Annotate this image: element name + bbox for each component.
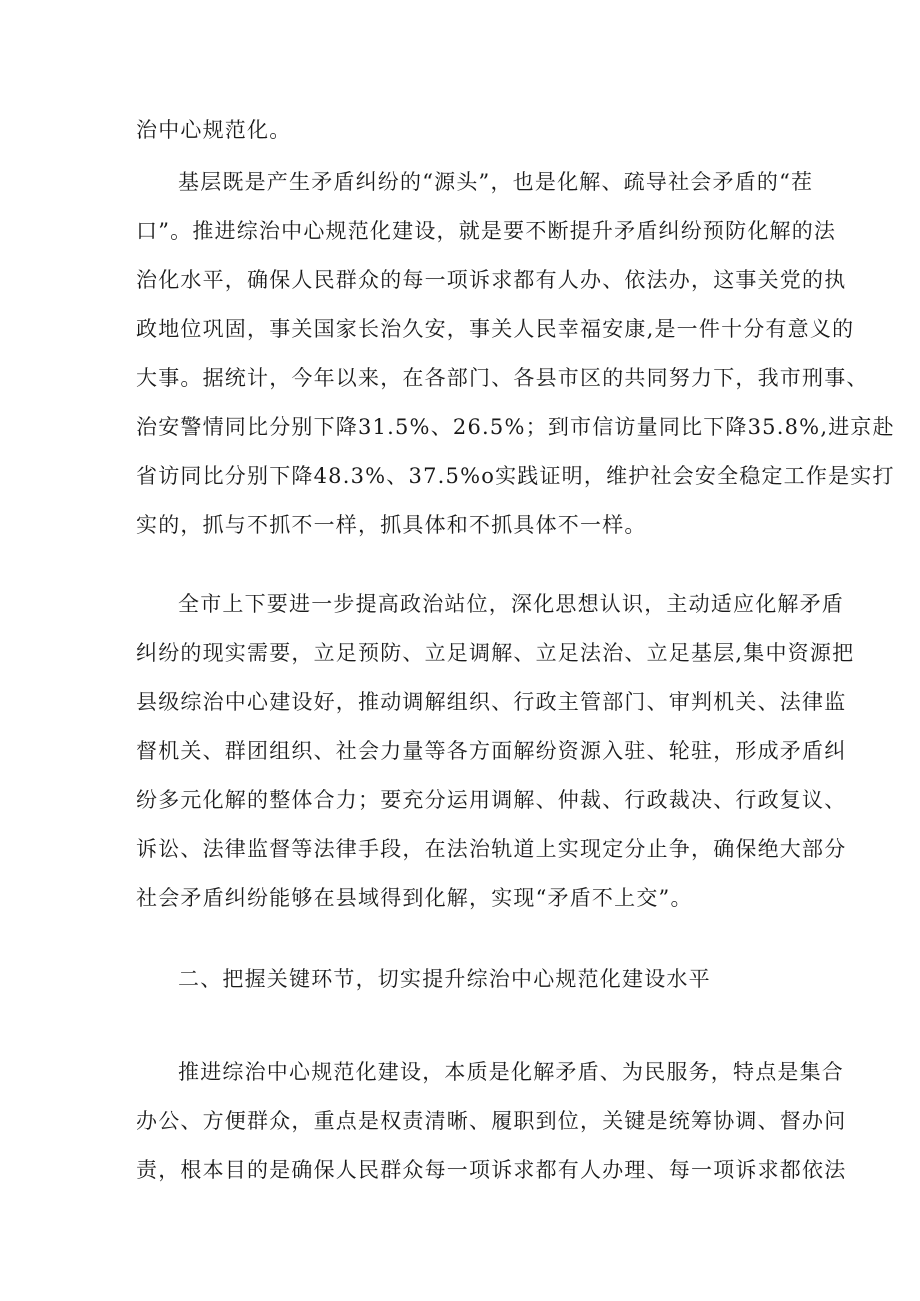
paragraph-line: 县级综治中心建设好，推动调解组织、行政主管部门、审判机关、法律监: [136, 690, 847, 714]
paragraph-line: 社会矛盾纠纷能够在县域得到化解，实现“矛盾不上交”。: [136, 886, 693, 910]
paragraph-line: 省访同比分别下降48.3%、37.5%o实践证明，维护社会安全稳定工作是实打: [136, 464, 895, 488]
paragraph-line: 治安警情同比分别下降31.5%、26.5%；到市信访量同比下降35.8%,进京赴: [136, 415, 895, 439]
paragraph-line: 纠纷的现实需要，立足预防、立足调解、立足法治、立足基层,集中资源把: [136, 641, 855, 665]
section-heading: [136, 955, 796, 1004]
paragraph-continuation: [136, 106, 796, 155]
paragraph-line: 诉讼、法律监督等法律手段，在法治轨道上实现定分止争，确保绝大部分: [136, 837, 847, 861]
paragraph-line: 督机关、群团组织、社会力量等各方面解纷资源入驻、轮驻，形成矛盾纠: [136, 739, 847, 763]
paragraph-grassroots: [136, 158, 895, 550]
paragraph-line: 政地位巩固，事关国家长治久安，事关人民幸福安康,是一件十分有意义的: [136, 317, 855, 341]
paragraph-city-wide: [136, 580, 855, 923]
paragraph-line: 口”。推进综治中心规范化建设，就是要不断提升矛盾纠纷预防化解的法: [136, 219, 837, 243]
paragraph-line: 实的，抓与不抓不一样，抓具体和不抓具体不一样。: [136, 513, 647, 537]
paragraph-line: 纷多元化解的整体合力；要充分运用调解、仲裁、行政裁决、行政复议、: [136, 788, 847, 812]
paragraph-line: 治化水平，确保人民群众的每一项诉求都有人办、依法办，这事关党的执: [136, 268, 847, 292]
paragraph-essence: [136, 1048, 847, 1195]
paragraph-line: 治中心规范化。: [136, 118, 292, 142]
section-heading-text: 二、把握关键环节，切实提升综治中心规范化建设水平: [178, 967, 711, 991]
paragraph-line: 推进综治中心规范化建设，本质是化解矛盾、为民服务，特点是集合: [178, 1060, 844, 1084]
paragraph-line: 基层既是产生矛盾纠纷的“源头”，也是化解、疏导社会矛盾的“茬: [178, 170, 814, 194]
paragraph-line: 大事。据统计，今年以来，在各部门、各县市区的共同努力下，我市刑事、: [136, 366, 869, 390]
paragraph-line: 办公、方便群众，重点是权责清晰、履职到位，关键是统筹协调、督办问: [136, 1109, 847, 1133]
paragraph-line: 责，根本目的是确保人民群众每一项诉求都有人办理、每一项诉求都依法: [136, 1158, 847, 1182]
paragraph-line: 全市上下要进一步提高政治站位，深化思想认识，主动适应化解矛盾: [178, 592, 844, 616]
